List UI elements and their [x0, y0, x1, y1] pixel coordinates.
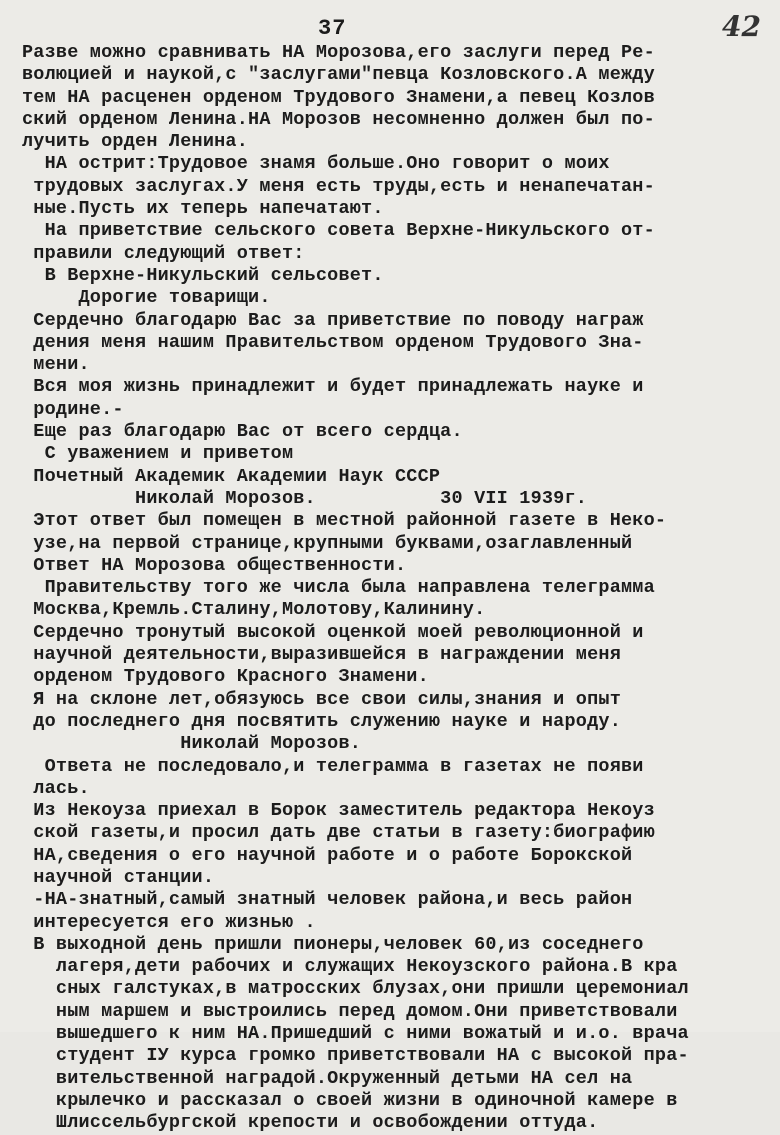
text-line: дения меня нашим Правительством орденом Трудового Зна- [22, 331, 644, 353]
text-line: правили следующий ответ: [22, 242, 305, 264]
text-line: вышедшего к ним НА.Пришедший с ними вожатый и и.о. врача [22, 1023, 689, 1045]
text-line: Этот ответ был помещен в местной районной газете в Неко- [22, 510, 667, 532]
text-line: Из Некоуза приехал в Борок заместитель редактора Некоуз [22, 800, 655, 822]
text-line: интересуется его жизнью . [22, 911, 316, 933]
text-line: ным маршем и выстроились перед домом.Они приветствовали [22, 1000, 678, 1022]
text-line: На приветствие сельского совета Верхне-Никульского от- [22, 220, 655, 242]
text-line: крылечко и рассказал о своей жизни в одиночной камере в [22, 1089, 678, 1111]
text-line: научной станции. [22, 866, 215, 888]
text-line: ский орденом Ленина.НА Морозов несомненно должен был по- [22, 108, 655, 130]
text-line: Еще раз благодарю Вас от всего сердца. [22, 421, 463, 443]
text-line: В выходной день пришли пионеры,человек 60,из соседнего [22, 933, 644, 955]
text-line: студент IУ курса громко приветствовали НА с высокой пра- [22, 1045, 689, 1067]
text-line: Москва,Кремль.Сталину,Молотову,Калинину. [22, 599, 486, 621]
text-line: Николай Морозов. 30 VII 1939г. [22, 487, 588, 509]
text-line: Сердечно благодарю Вас за приветствие по поводу награж [22, 309, 644, 331]
text-line: Почетный Академик Академии Наук СССР [22, 465, 441, 487]
text-line: -НА-знатный,самый знатный человек района,и весь район [22, 889, 633, 911]
text-line: Разве можно сравнивать НА Морозова,его заслуги перед Ре- [22, 42, 655, 63]
text-line: мени. [22, 354, 90, 376]
page-number: 37 [318, 16, 347, 41]
text-line: родине.- [22, 398, 124, 420]
text-line: до последнего дня посвятить служению науке и народу. [22, 710, 621, 732]
text-line: Шлиссельбургской крепости и освобождении оттуда. [22, 1112, 599, 1134]
text-line: НА острит:Трудовое знамя больше.Оно говорит о моих [22, 153, 610, 175]
handwritten-page-number: 42 [722, 10, 761, 43]
text-line: лась. [22, 777, 90, 799]
text-line: вительственной наградой.Окруженный детьми НА сел на [22, 1067, 633, 1089]
text-line: Николай Морозов. [22, 733, 362, 755]
text-line: ные.Пусть их теперь напечатают. [22, 198, 384, 220]
text-line: Сердечно тронутый высокой оценкой моей революционной и [22, 621, 644, 643]
text-line: Вся моя жизнь принадлежит и будет принадлежать науке и [22, 376, 644, 398]
text-line: Дорогие товарищи. [22, 287, 271, 309]
text-line: Я на склоне лет,обязуюсь все свои силы,знания и опыт [22, 688, 621, 710]
text-line: ской газеты,и просил дать две статьи в газету:биографию [22, 822, 655, 844]
text-line: С уважением и приветом [22, 443, 294, 465]
text-line: трудовых заслугах.У меня есть труды,есть и ненапечатан- [22, 175, 655, 197]
text-line: тем НА расценен орденом Трудового Знамени,а певец Козлов [22, 86, 655, 108]
text-line: Правительству того же числа была направлена телеграмма [22, 577, 655, 599]
text-line: лучить орден Ленина. [22, 131, 249, 153]
text-line: лагеря,дети рабочих и служащих Некоузского района.В кра [22, 956, 678, 978]
text-line: научной деятельности,выразившейся в награждении меня [22, 644, 621, 666]
typewritten-text-body [22, 42, 774, 1135]
text-line: НА,сведения о его научной работе и о работе Борокской [22, 844, 633, 866]
text-line: волюцией и наукой,с "заслугами"певца Козловского.А между [22, 64, 655, 86]
text-line: узе,на первой странице,крупными буквами,озаглавленный [22, 532, 633, 554]
text-line: орденом Трудового Красного Знамени. [22, 666, 429, 688]
text-line: сных галстуках,в матросских блузах,они пришли церемониал [22, 978, 689, 1000]
text-line: Ответа не последовало,и телеграмма в газетах не появи [22, 755, 644, 777]
text-line: Ответ НА Морозова общественности. [22, 554, 407, 576]
text-line: В Верхне-Никульский сельсовет. [22, 264, 384, 286]
